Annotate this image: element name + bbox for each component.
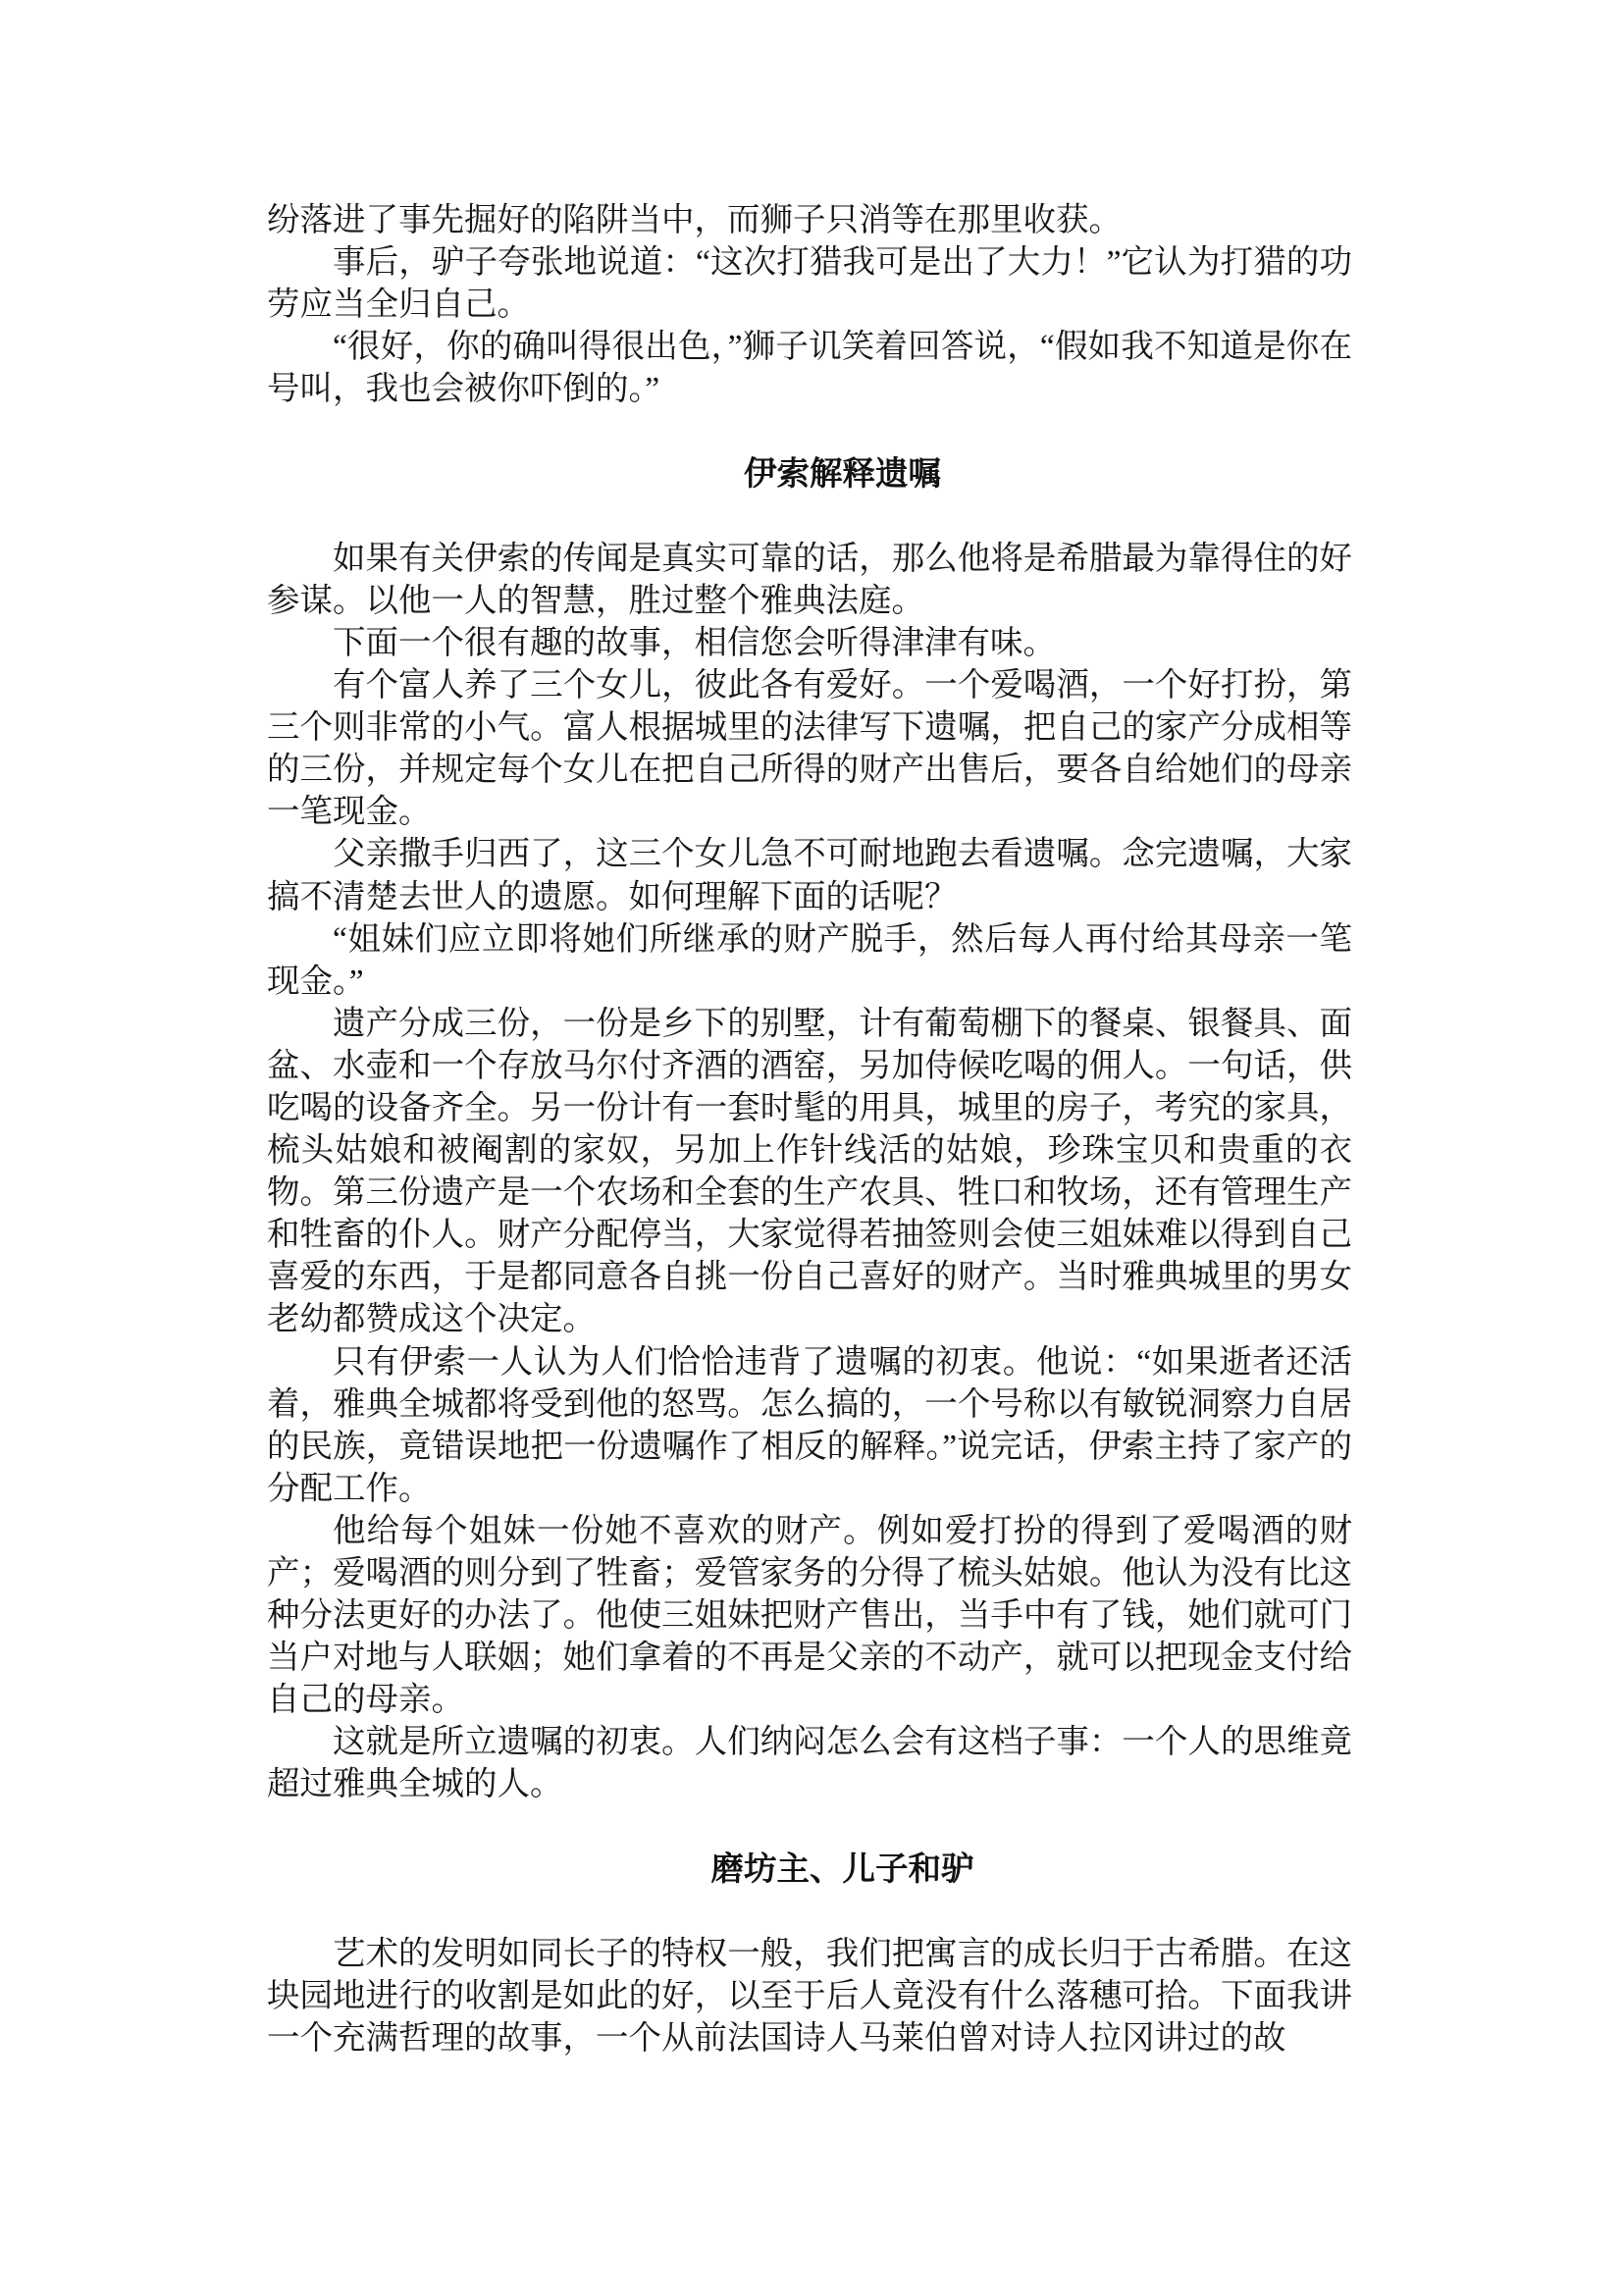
paragraph-11: 他给每个姐妹一份她不喜欢的财产。例如爱打扮的得到了爱喝酒的财产；爱喝酒的则分到了牲畜；爱管家务的分得了梳头姑娘。他认为没有比这种分法更好的办法了。他使三姐妹把财产售出，当手中有了钱，她们就可门当户对地与人联姻；她们拿着的不再是父亲的不动产，就可以把现金支付给自己的母亲。 — [267, 1512, 1352, 1719]
story-heading-1: 伊索解释遗嘱 — [744, 455, 941, 493]
paragraph-5: 下面一个很有趣的故事，相信您会听得津津有味。 — [333, 624, 1056, 661]
paragraph-10: 只有伊索一人认为人们恰恰违背了遗嘱的初衷。他说：“如果逝者还活着，雅典全城都将受到他的怒骂。怎么搞的，一个号称以有敏锐洞察力自居的民族，竟错误地把一份遗嘱作了相反的解释。”说完话，伊索主持了家产的分配工作。 — [267, 1343, 1352, 1507]
paragraph-12: 这就是所立遗嘱的初衷。人们纳闷怎么会有这档子事：一个人的思维竟超过雅典全城的人。 — [267, 1724, 1352, 1803]
paragraph-2: 事后，驴子夸张地说道：“这次打猎我可是出了大力！”它认为打猎的功劳应当全归自己。 — [267, 244, 1352, 324]
story-heading-2: 磨坊主、儿子和驴 — [710, 1851, 974, 1888]
paragraph-13: 艺术的发明如同长子的特权一般，我们把寓言的成长归于古希腊。在这块园地进行的收割是如此的好，以至于后人竟没有什么落穗可拾。下面我讲一个充满哲理的故事，一个从前法国诗人马莱伯曾对诗人拉冈讲过的故 — [267, 1935, 1352, 2058]
paragraph-7: 父亲撒手归西了，这三个女儿急不可耐地跑去看遗嘱。念完遗嘱，大家搞不清楚去世人的遗愿。如何理解下面的话呢？ — [267, 836, 1352, 915]
paragraph-1: 纷落进了事先掘好的陷阱当中，而狮子只消等在那里收获。 — [267, 202, 1122, 238]
paragraph-9: 遗产分成三份，一份是乡下的别墅，计有葡萄棚下的餐桌、银餐具、面盆、水壶和一个存放马尔付齐酒的酒窑，另加侍候吃喝的佣人。一句话，供吃喝的设备齐全。另一份计有一套时髦的用具，城里的房子，考究的家具，梳头姑娘和被阉割的家奴，另加上作针线活的姑娘，珍珠宝贝和贵重的衣物。第三份遗产是一个农场和全套的生产农具、牲口和牧场，还有管理生产和牲畜的仆人。财产分配停当，大家觉得若抽签则会使三姐妹难以得到自己喜爱的东西，于是都同意各自挑一份自己喜好的财产。当时雅典城里的男女老幼都赞成这个决定。 — [267, 1005, 1352, 1338]
paragraph-3: “很好，你的确叫得很出色，”狮子讥笑着回答说，“假如我不知道是你在号叫，我也会被你吓倒的。” — [267, 329, 1352, 408]
paragraph-4: 如果有关伊索的传闻是真实可靠的话，那么他将是希腊最为靠得住的好参谋。以他一人的智慧，胜过整个雅典法庭。 — [267, 540, 1352, 619]
paragraph-6: 有个富人养了三个女儿，彼此各有爱好。一个爱喝酒，一个好打扮，第三个则非常的小气。富人根据城里的法律写下遗嘱，把自己的家产分成相等的三份，并规定每个女儿在把自己所得的财产出售后，要各自给她们的母亲一笔现金。 — [267, 667, 1352, 831]
page-text-block — [267, 199, 1352, 2059]
paragraph-8: “姐妹们应立即将她们所继承的财产脱手，然后每人再付给其母亲一笔现金。” — [267, 920, 1352, 1000]
